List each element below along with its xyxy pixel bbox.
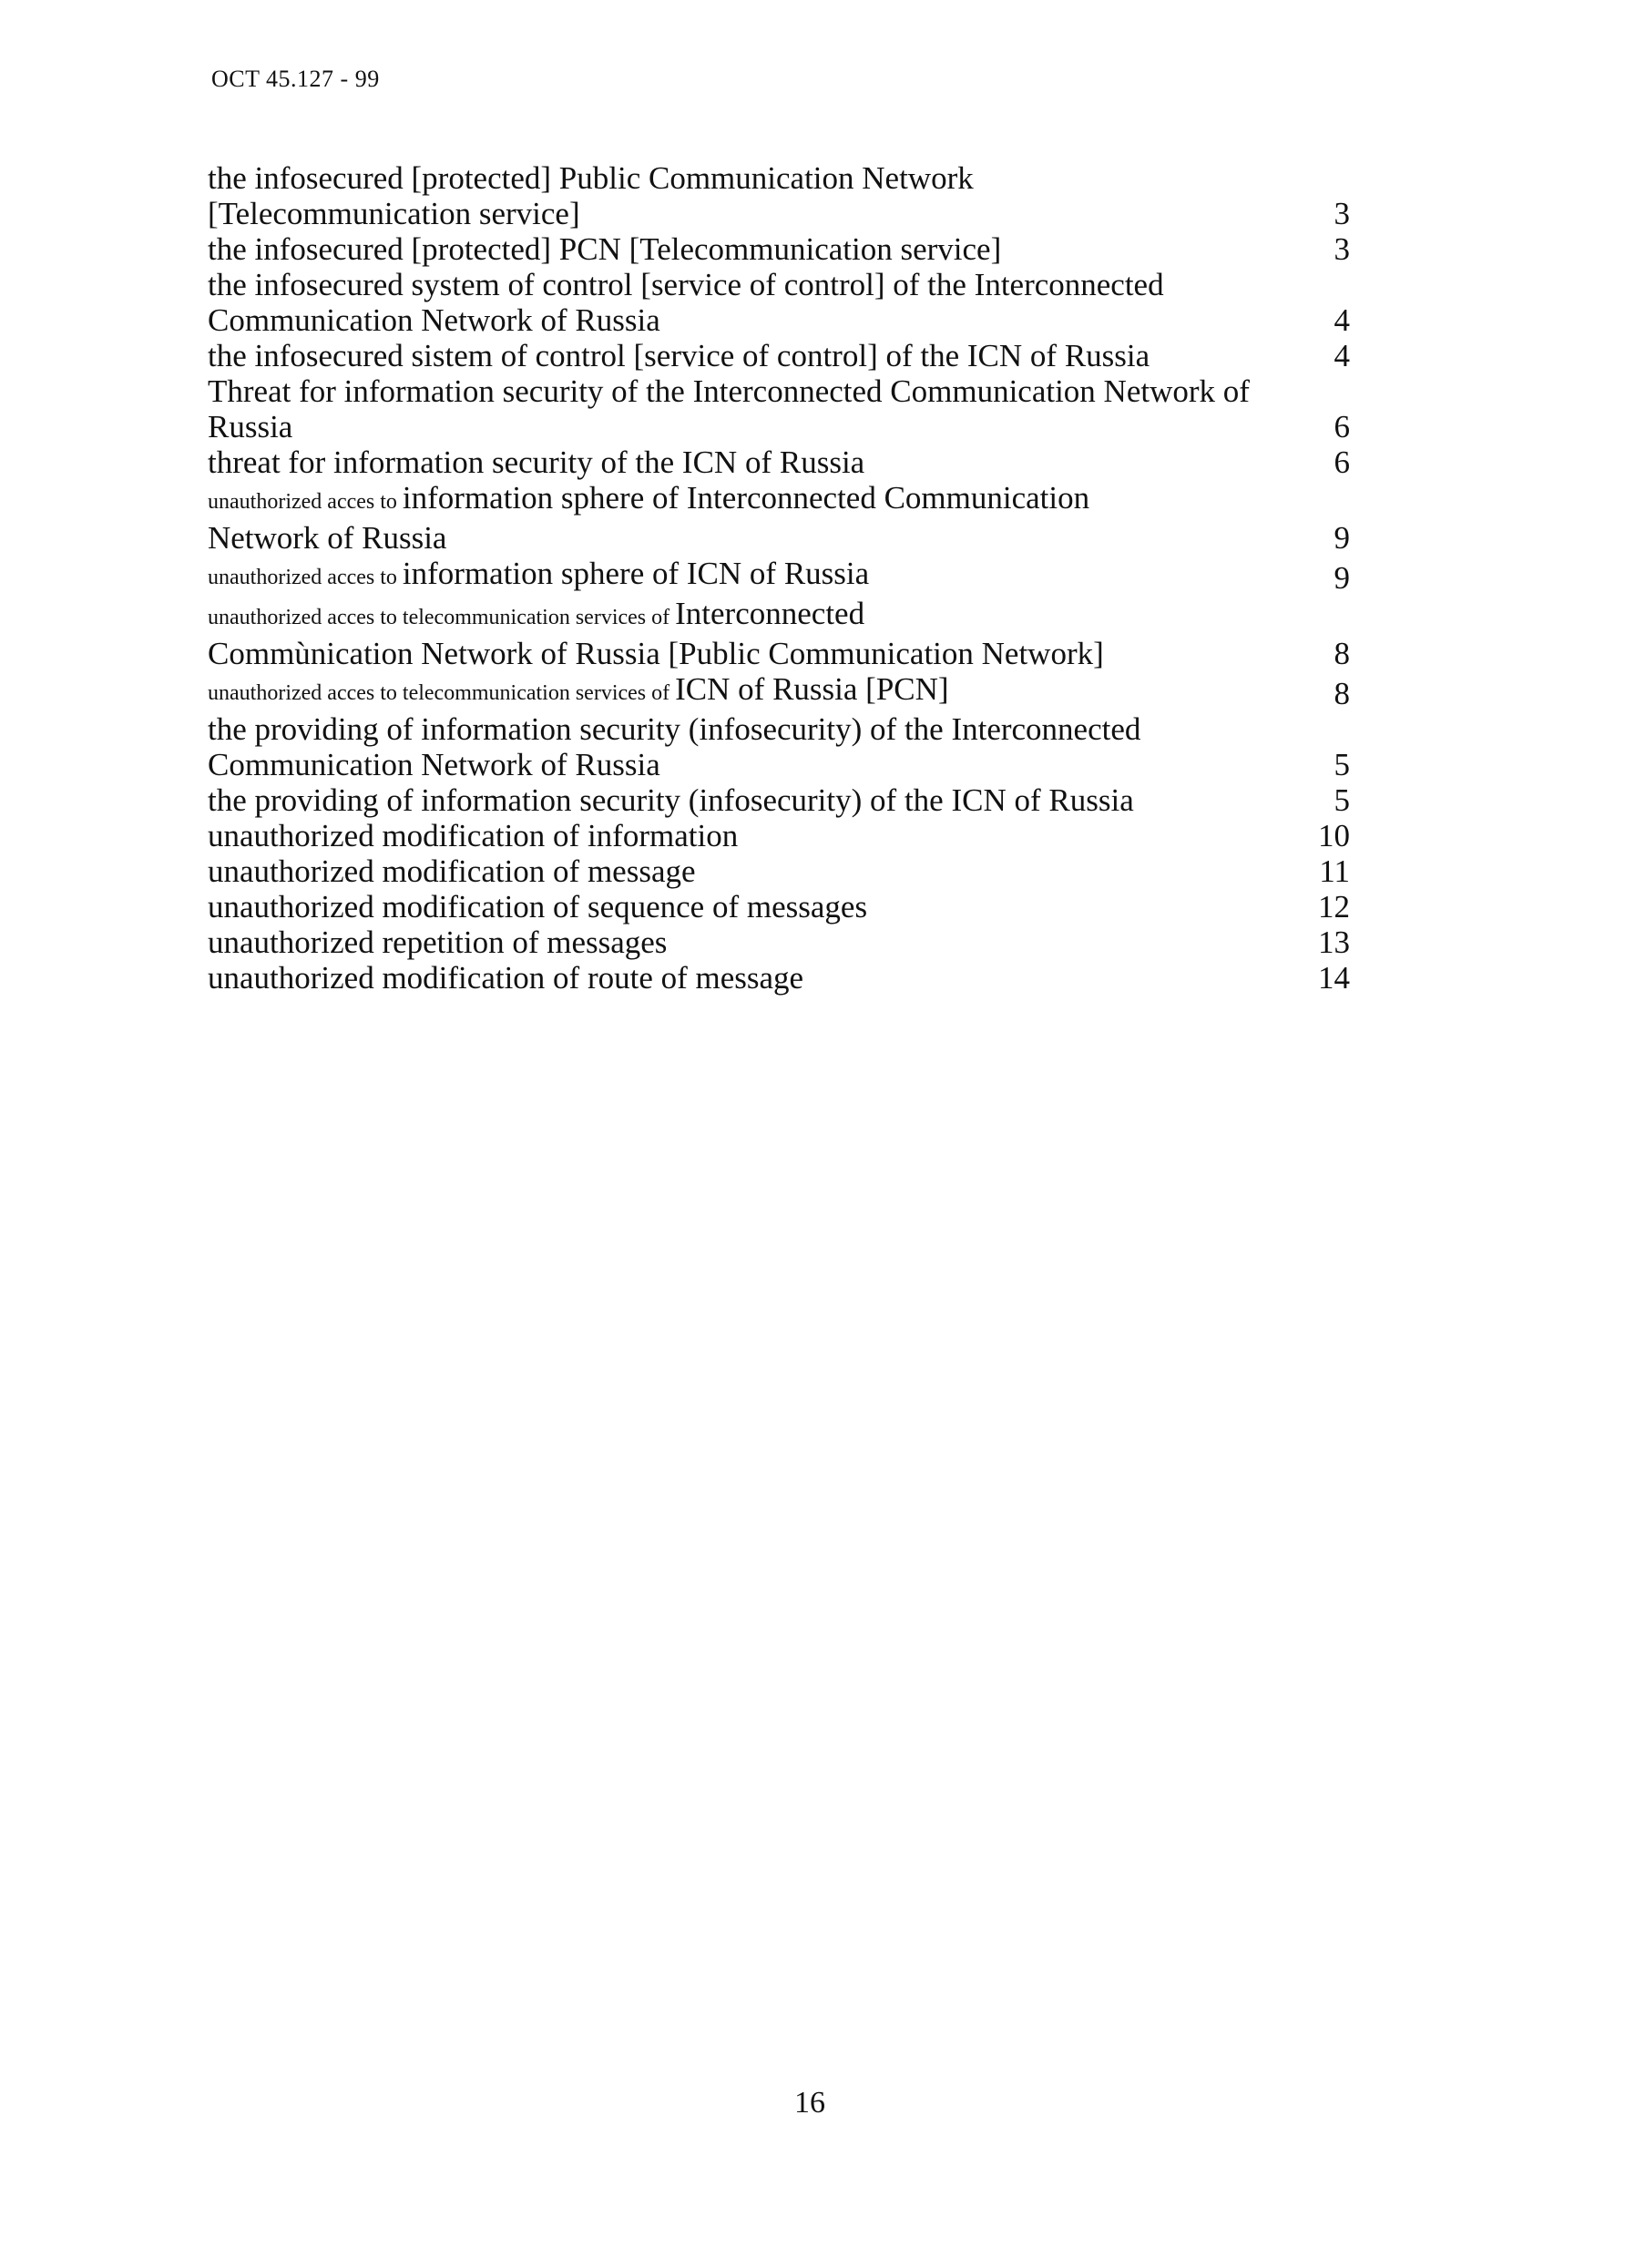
index-entry-line	[208, 480, 1374, 520]
index-entry-line	[208, 925, 1374, 960]
index-page-ref: 11	[1319, 853, 1350, 889]
index-entry-line	[208, 818, 1374, 853]
index-page-ref: 8	[1334, 676, 1350, 711]
index-entry-line	[208, 196, 1374, 231]
index-page-ref: 4	[1334, 302, 1350, 338]
index-entry-line	[208, 711, 1374, 747]
index-entry	[208, 960, 1374, 996]
index-entry-text: the infosecured sistem of control [service of control] of the ICN of Russia	[208, 338, 1150, 373]
index-page-ref: 9	[1334, 520, 1350, 556]
document-code-header: OCT 45.127 - 99	[211, 66, 380, 92]
index-entry-text: [Telecommunication service]	[208, 196, 580, 231]
index-entry-text: Commùnication Network of Russia [Public Communication Network]	[208, 636, 1104, 671]
index-page-ref: 6	[1334, 409, 1350, 444]
index-page-ref: 5	[1334, 747, 1350, 782]
index-entry	[208, 373, 1374, 444]
index-entry	[208, 267, 1374, 338]
index-entry	[208, 160, 1374, 231]
index-page-ref: 9	[1334, 560, 1350, 596]
index-entry-line	[208, 596, 1374, 636]
index-page-ref: 4	[1334, 338, 1350, 373]
index-entry-line	[208, 338, 1374, 373]
index-entry	[208, 444, 1374, 480]
index-entry-line	[208, 444, 1374, 480]
index-page-ref: 10	[1318, 818, 1350, 853]
index-entry-text: information sphere of ICN of Russia	[402, 556, 870, 591]
index-page-ref: 5	[1334, 782, 1350, 818]
index-page-ref: 12	[1318, 889, 1350, 925]
index-entry-text: unauthorized acces to telecommunication services of	[208, 606, 676, 629]
index-entry	[208, 671, 1374, 711]
index-entry-line	[208, 160, 1374, 196]
index-entry-text: Network of Russia	[208, 520, 447, 556]
index-page-ref: 8	[1334, 636, 1350, 671]
index-entry-text: unauthorized acces to	[208, 566, 403, 589]
index-entry-text: the providing of information security (infosecurity) of the ICN of Russia	[208, 782, 1134, 818]
index-entry	[208, 889, 1374, 925]
index-entry	[208, 556, 1374, 596]
index-entry-line	[208, 520, 1374, 556]
index-entry-text: Interconnected	[675, 596, 865, 631]
index-entry-line	[208, 302, 1374, 338]
index-entry-line	[208, 267, 1374, 302]
index-entry-line	[208, 782, 1374, 818]
index-entry-line	[208, 889, 1374, 925]
index-entry	[208, 925, 1374, 960]
index-entry-text: unauthorized acces to	[208, 490, 403, 514]
index-entry-text: the infosecured [protected] PCN [Telecommunication service]	[208, 231, 1002, 267]
index-entry-text: Communication Network of Russia	[208, 747, 660, 782]
index-entry-text: threat for information security of the ICN of Russia	[208, 444, 865, 480]
index-entry-text: Russia	[208, 409, 293, 444]
index-entry-text: information sphere of Interconnected Communication	[402, 480, 1090, 516]
index-entry-line	[208, 231, 1374, 267]
index-page-ref: 13	[1318, 925, 1350, 960]
index-entry-line	[208, 636, 1374, 671]
index-page-ref: 14	[1318, 960, 1350, 996]
index-entry-line	[208, 556, 1374, 596]
index-entry-line	[208, 409, 1374, 444]
index-entry-line	[208, 960, 1374, 996]
index-entry-line	[208, 747, 1374, 782]
index-entry-text: unauthorized modification of sequence of messages	[208, 889, 868, 925]
index-entry	[208, 711, 1374, 782]
index-page-ref: 3	[1334, 196, 1350, 231]
index-entry-line	[208, 671, 1374, 711]
index-entry-text: the providing of information security (infosecurity) of the Interconnected	[208, 711, 1141, 747]
index-entry-text: unauthorized acces to telecommunication services of	[208, 681, 676, 705]
index-entry	[208, 782, 1374, 818]
index-entry	[208, 853, 1374, 889]
index-page-ref: 6	[1334, 444, 1350, 480]
index-entry-text: unauthorized modification of message	[208, 853, 696, 889]
index-entry	[208, 818, 1374, 853]
index-entry-text: unauthorized modification of information	[208, 818, 739, 853]
index-entry	[208, 231, 1374, 267]
index-entry	[208, 596, 1374, 671]
index-entry-text: unauthorized modification of route of message	[208, 960, 804, 996]
index-entry-text: unauthorized repetition of messages	[208, 925, 668, 960]
index-entry-text: the infosecured system of control [service of control] of the Interconnected	[208, 267, 1164, 302]
index-entry-text: Communication Network of Russia	[208, 302, 660, 338]
index-entry-text: Threat for information security of the Interconnected Communication Network of	[208, 373, 1250, 409]
page-number: 16	[794, 2086, 825, 2120]
index-entry-text: ICN of Russia [PCN]	[675, 671, 949, 707]
index-list	[208, 160, 1374, 996]
index-page-ref: 3	[1334, 231, 1350, 267]
index-entry-line	[208, 373, 1374, 409]
index-entry-text: the infosecured [protected] Public Communication Network	[208, 160, 974, 196]
index-entry-line	[208, 853, 1374, 889]
index-entry	[208, 480, 1374, 556]
index-entry	[208, 338, 1374, 373]
